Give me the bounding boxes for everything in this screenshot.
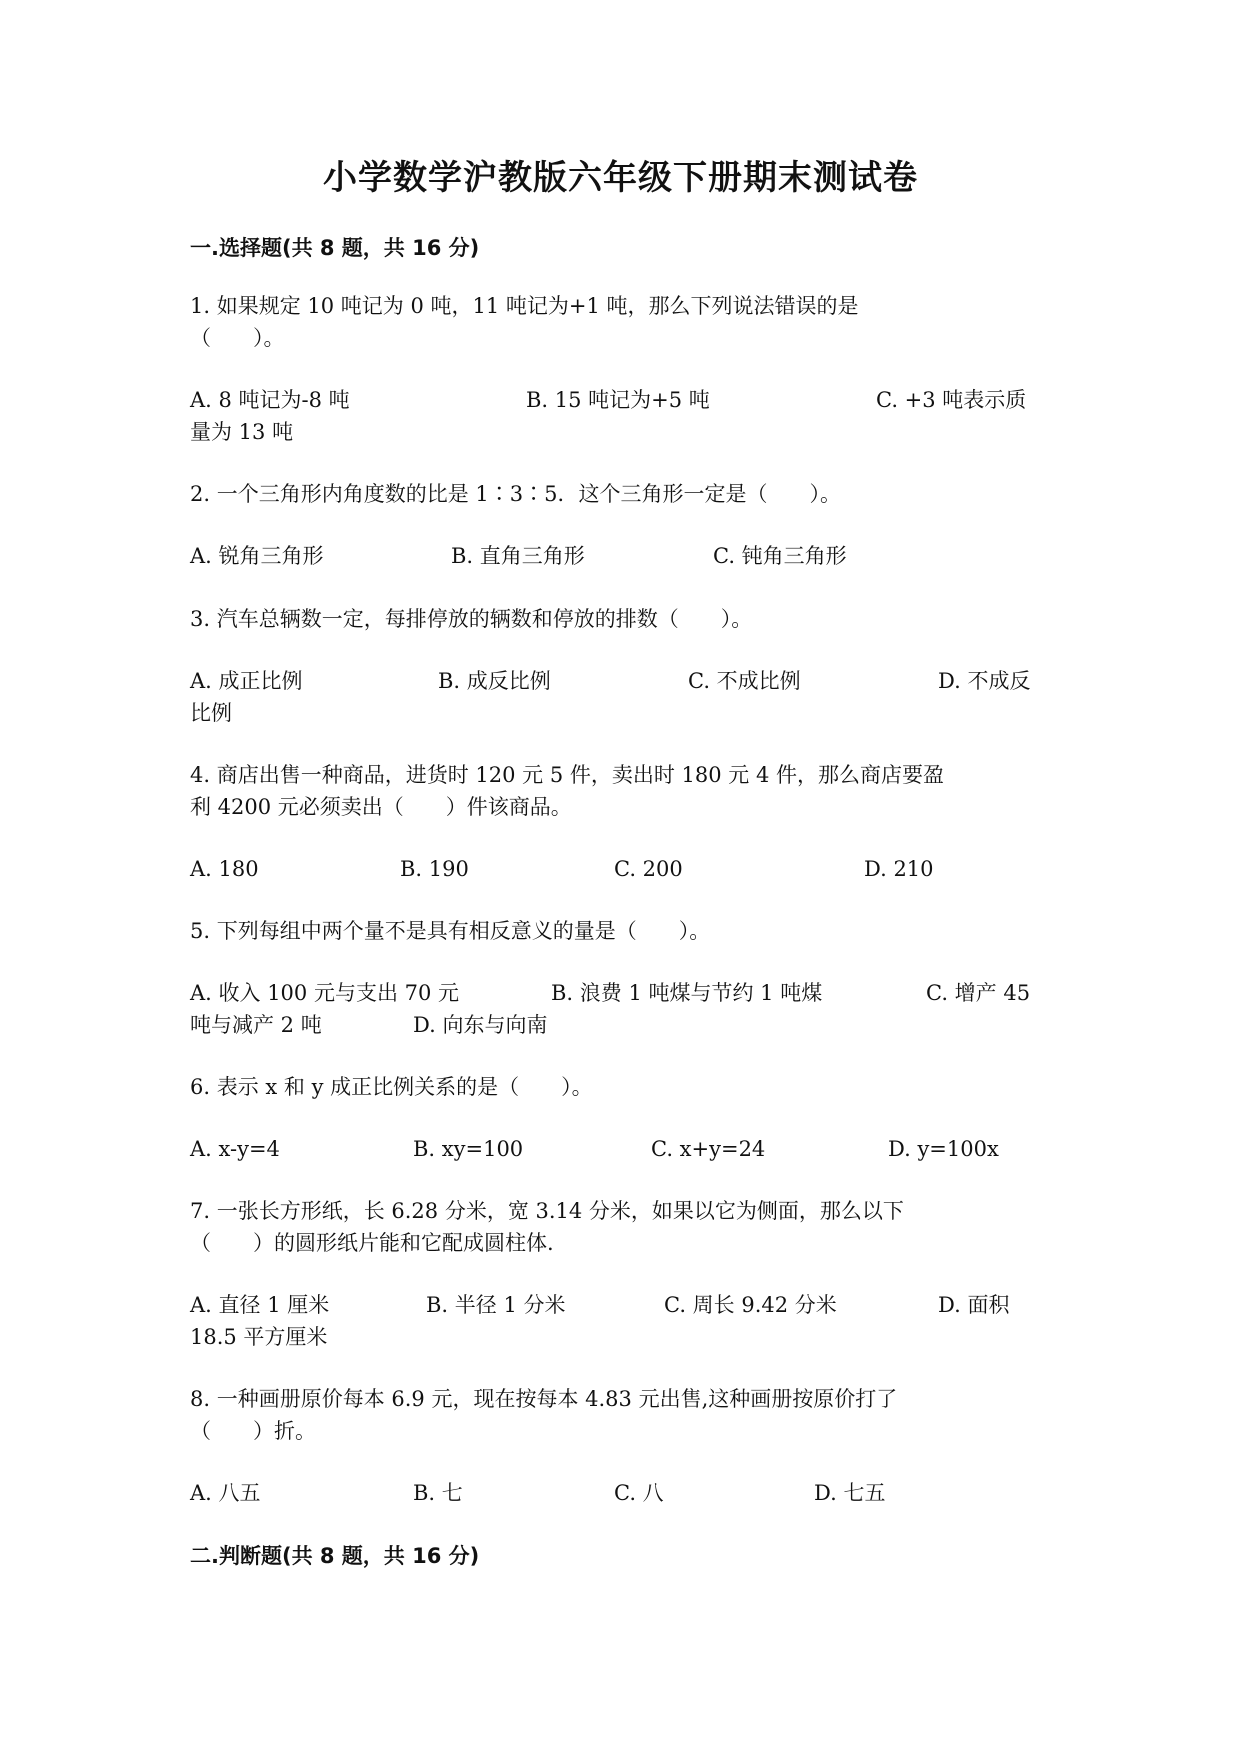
section-heading-judgment: 二.判断题(共 8 题，共 16 分): [190, 1544, 480, 1568]
question-3-option-c: C. 不成比例: [688, 669, 801, 693]
question-8-text: 8. 一种画册原价每本 6.9 元，现在按每本 4.83 元出售,这种画册按原价打了: [190, 1387, 898, 1411]
question-3-text: 3. 汽车总辆数一定，每排停放的辆数和停放的排数（ ）。: [190, 607, 753, 631]
question-5-option-c: C. 增产 45: [926, 981, 1031, 1005]
question-1-text-cont: （ ）。: [190, 326, 285, 350]
question-4-text: 4. 商店出售一种商品，进货时 120 元 5 件，卖出时 180 元 4 件，那么商店要盈: [190, 763, 944, 787]
question-3-option-d: D. 不成反: [938, 669, 1031, 693]
question-4-option-b: B. 190: [400, 857, 469, 881]
question-5-option-a: A. 收入 100 元与支出 70 元: [190, 981, 460, 1005]
question-1-option-c: C. +3 吨表示质: [876, 388, 1027, 412]
question-2-option-b: B. 直角三角形: [451, 544, 585, 568]
question-7-option-cont: 18.5 平方厘米: [190, 1325, 328, 1349]
question-7-text: 7. 一张长方形纸，长 6.28 分米，宽 3.14 分米，如果以它为侧面，那么以下: [190, 1199, 904, 1223]
question-7-option-c: C. 周长 9.42 分米: [664, 1293, 837, 1317]
question-6-option-c: C. x+y=24: [651, 1137, 766, 1161]
section-heading-choice: 一.选择题(共 8 题，共 16 分): [190, 236, 480, 260]
question-8-option-c: C. 八: [614, 1481, 664, 1505]
question-5-option-cont: 吨与减产 2 吨: [190, 1013, 322, 1037]
question-4-text-cont: 利 4200 元必须卖出（ ）件该商品。: [190, 795, 572, 819]
question-1-option-b: B. 15 吨记为+5 吨: [526, 388, 710, 412]
question-7-text-cont: （ ）的圆形纸片能和它配成圆柱体.: [190, 1231, 554, 1255]
question-1-text: 1. 如果规定 10 吨记为 0 吨，11 吨记为+1 吨，那么下列说法错误的是: [190, 294, 859, 318]
question-8-option-a: A. 八五: [190, 1481, 261, 1505]
question-7-option-b: B. 半径 1 分米: [426, 1293, 566, 1317]
question-4-option-a: A. 180: [190, 857, 259, 881]
question-5-option-d: D. 向东与向南: [413, 1013, 548, 1037]
question-6-option-b: B. xy=100: [413, 1137, 524, 1161]
question-2-option-a: A. 锐角三角形: [190, 544, 324, 568]
question-8-text-cont: （ ）折。: [190, 1419, 316, 1443]
question-4-option-d: D. 210: [864, 857, 934, 881]
question-3-option-cont: 比例: [190, 701, 232, 725]
question-1-option-a: A. 8 吨记为-8 吨: [190, 388, 350, 412]
question-8-option-d: D. 七五: [814, 1481, 886, 1505]
question-6-text: 6. 表示 x 和 y 成正比例关系的是（ ）。: [190, 1075, 593, 1099]
question-1-option-cont: 量为 13 吨: [190, 420, 294, 444]
question-7-option-a: A. 直径 1 厘米: [190, 1293, 330, 1317]
question-3-option-b: B. 成反比例: [438, 669, 551, 693]
question-4-option-c: C. 200: [614, 857, 683, 881]
question-5-text: 5. 下列每组中两个量不是具有相反意义的量是（ ）。: [190, 919, 711, 943]
question-6-option-d: D. y=100x: [888, 1137, 999, 1161]
page-title: 小学数学沪教版六年级下册期末测试卷: [323, 158, 918, 198]
question-8-option-b: B. 七: [413, 1481, 463, 1505]
question-2-option-c: C. 钝角三角形: [713, 544, 847, 568]
question-6-option-a: A. x-y=4: [190, 1137, 280, 1161]
question-7-option-d: D. 面积: [938, 1293, 1010, 1317]
question-5-option-b: B. 浪费 1 吨煤与节约 1 吨煤: [551, 981, 823, 1005]
question-2-text: 2. 一个三角形内角度数的比是 1∶3∶5．这个三角形一定是（ ）。: [190, 482, 841, 506]
question-3-option-a: A. 成正比例: [190, 669, 303, 693]
